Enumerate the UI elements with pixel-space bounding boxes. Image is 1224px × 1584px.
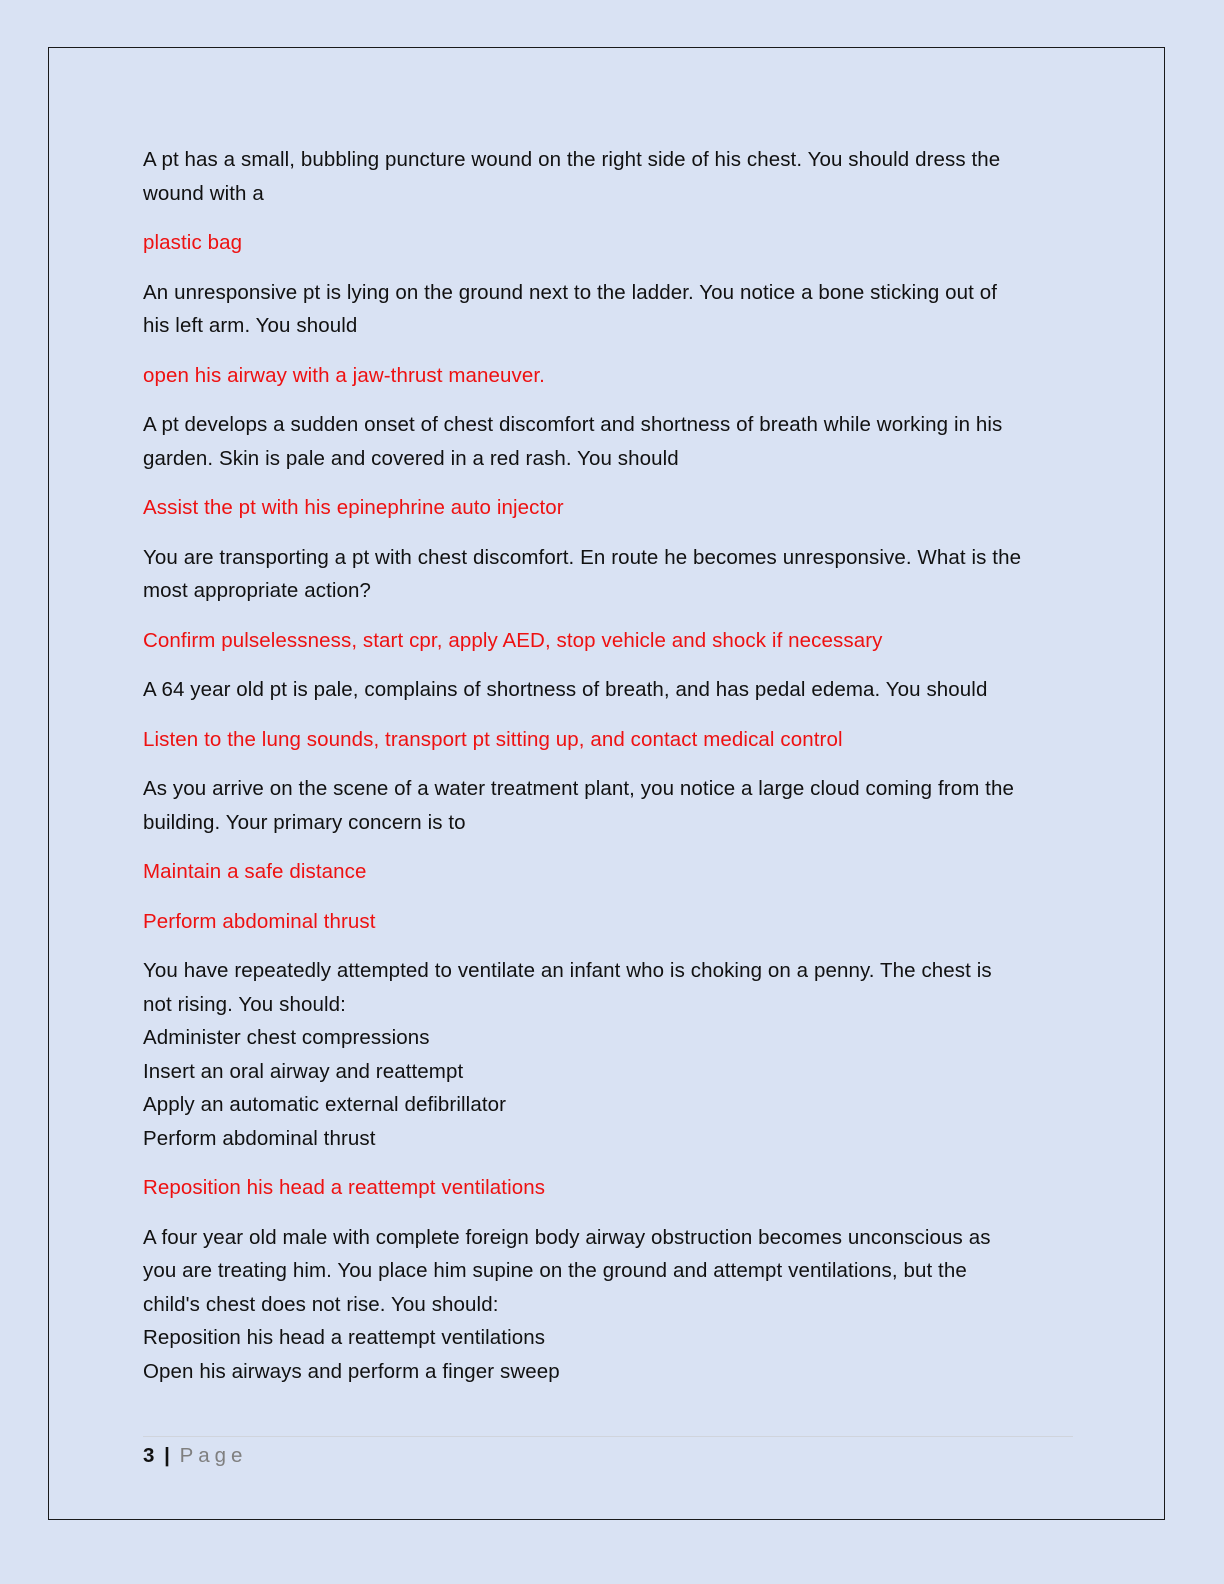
question-line: Administer chest compressions [143, 1026, 430, 1049]
answer-paragraph [143, 491, 1078, 525]
question-line: A pt has a small, bubbling puncture wound on the right side of his chest. You should dress the [143, 148, 1001, 171]
page-label: Page [179, 1444, 248, 1467]
question-line: You have repeatedly attempted to ventilate an infant who is choking on a penny. The chest is [143, 959, 992, 982]
question-paragraph [143, 408, 1078, 475]
document-body [143, 143, 1078, 1404]
answer-line: Perform abdominal thrust [143, 909, 376, 933]
question-paragraph [143, 276, 1078, 343]
question-line: not rising. You should: [143, 992, 346, 1016]
answer-paragraph [143, 359, 1078, 393]
answer-paragraph [143, 226, 1078, 260]
answer-paragraph [143, 905, 1078, 939]
question-paragraph [143, 673, 1078, 707]
page-footer [143, 1436, 1073, 1469]
question-line: Perform abdominal thrust [143, 1126, 376, 1150]
answer-paragraph [143, 723, 1078, 757]
answer-line: Assist the pt with his epinephrine auto injector [143, 496, 564, 519]
answer-line: open his airway with a jaw-thrust maneuver. [143, 363, 545, 387]
question-line: wound with a [143, 181, 264, 205]
question-line: Insert an oral airway and reattempt [143, 1059, 464, 1083]
question-line: A four year old male with complete foreign body airway obstruction becomes unconscious as [143, 1225, 991, 1249]
page-number: 3 [143, 1444, 155, 1467]
answer-paragraph [143, 624, 1078, 658]
question-line: As you arrive on the scene of a water treatment plant, you notice a large cloud coming from the [143, 777, 1014, 800]
answer-line: Maintain a safe distance [143, 860, 367, 883]
question-paragraph [143, 143, 1078, 210]
answer-line: plastic bag [143, 231, 243, 254]
question-paragraph [143, 541, 1078, 608]
question-paragraph [143, 1221, 1078, 1389]
question-line: garden. Skin is pale and covered in a red rash. You should [143, 446, 679, 470]
question-line: You are transporting a pt with chest discomfort. En route he becomes unresponsive. What is the [143, 545, 1022, 569]
question-line: you are treating him. You place him supine on the ground and attempt ventilations, but the [143, 1259, 967, 1282]
question-line: A pt develops a sudden onset of chest discomfort and shortness of breath while working in his [143, 413, 1003, 436]
question-line: Open his airways and perform a finger sweep [143, 1359, 560, 1383]
answer-line: Reposition his head a reattempt ventilations [143, 1176, 546, 1199]
footer-separator: | [164, 1444, 170, 1467]
question-line: child's chest does not rise. You should: [143, 1292, 499, 1316]
question-paragraph [143, 772, 1078, 839]
question-line: An unresponsive pt is lying on the ground next to the ladder. You notice a bone sticking out of [143, 280, 998, 304]
answer-paragraph [143, 1171, 1078, 1205]
question-paragraph [143, 954, 1078, 1155]
question-line: Apply an automatic external defibrillator [143, 1093, 507, 1116]
question-line: A 64 year old pt is pale, complains of shortness of breath, and has pedal edema. You should [143, 678, 988, 701]
question-line: his left arm. You should [143, 314, 358, 337]
answer-paragraph [143, 855, 1078, 889]
answer-line: Confirm pulselessness, start cpr, apply AED, stop vehicle and shock if necessary [143, 628, 883, 652]
answer-line: Listen to the lung sounds, transport pt sitting up, and contact medical control [143, 727, 843, 751]
question-line: most appropriate action? [143, 579, 372, 602]
question-line: building. Your primary concern is to [143, 810, 466, 834]
question-line: Reposition his head a reattempt ventilations [143, 1326, 546, 1349]
